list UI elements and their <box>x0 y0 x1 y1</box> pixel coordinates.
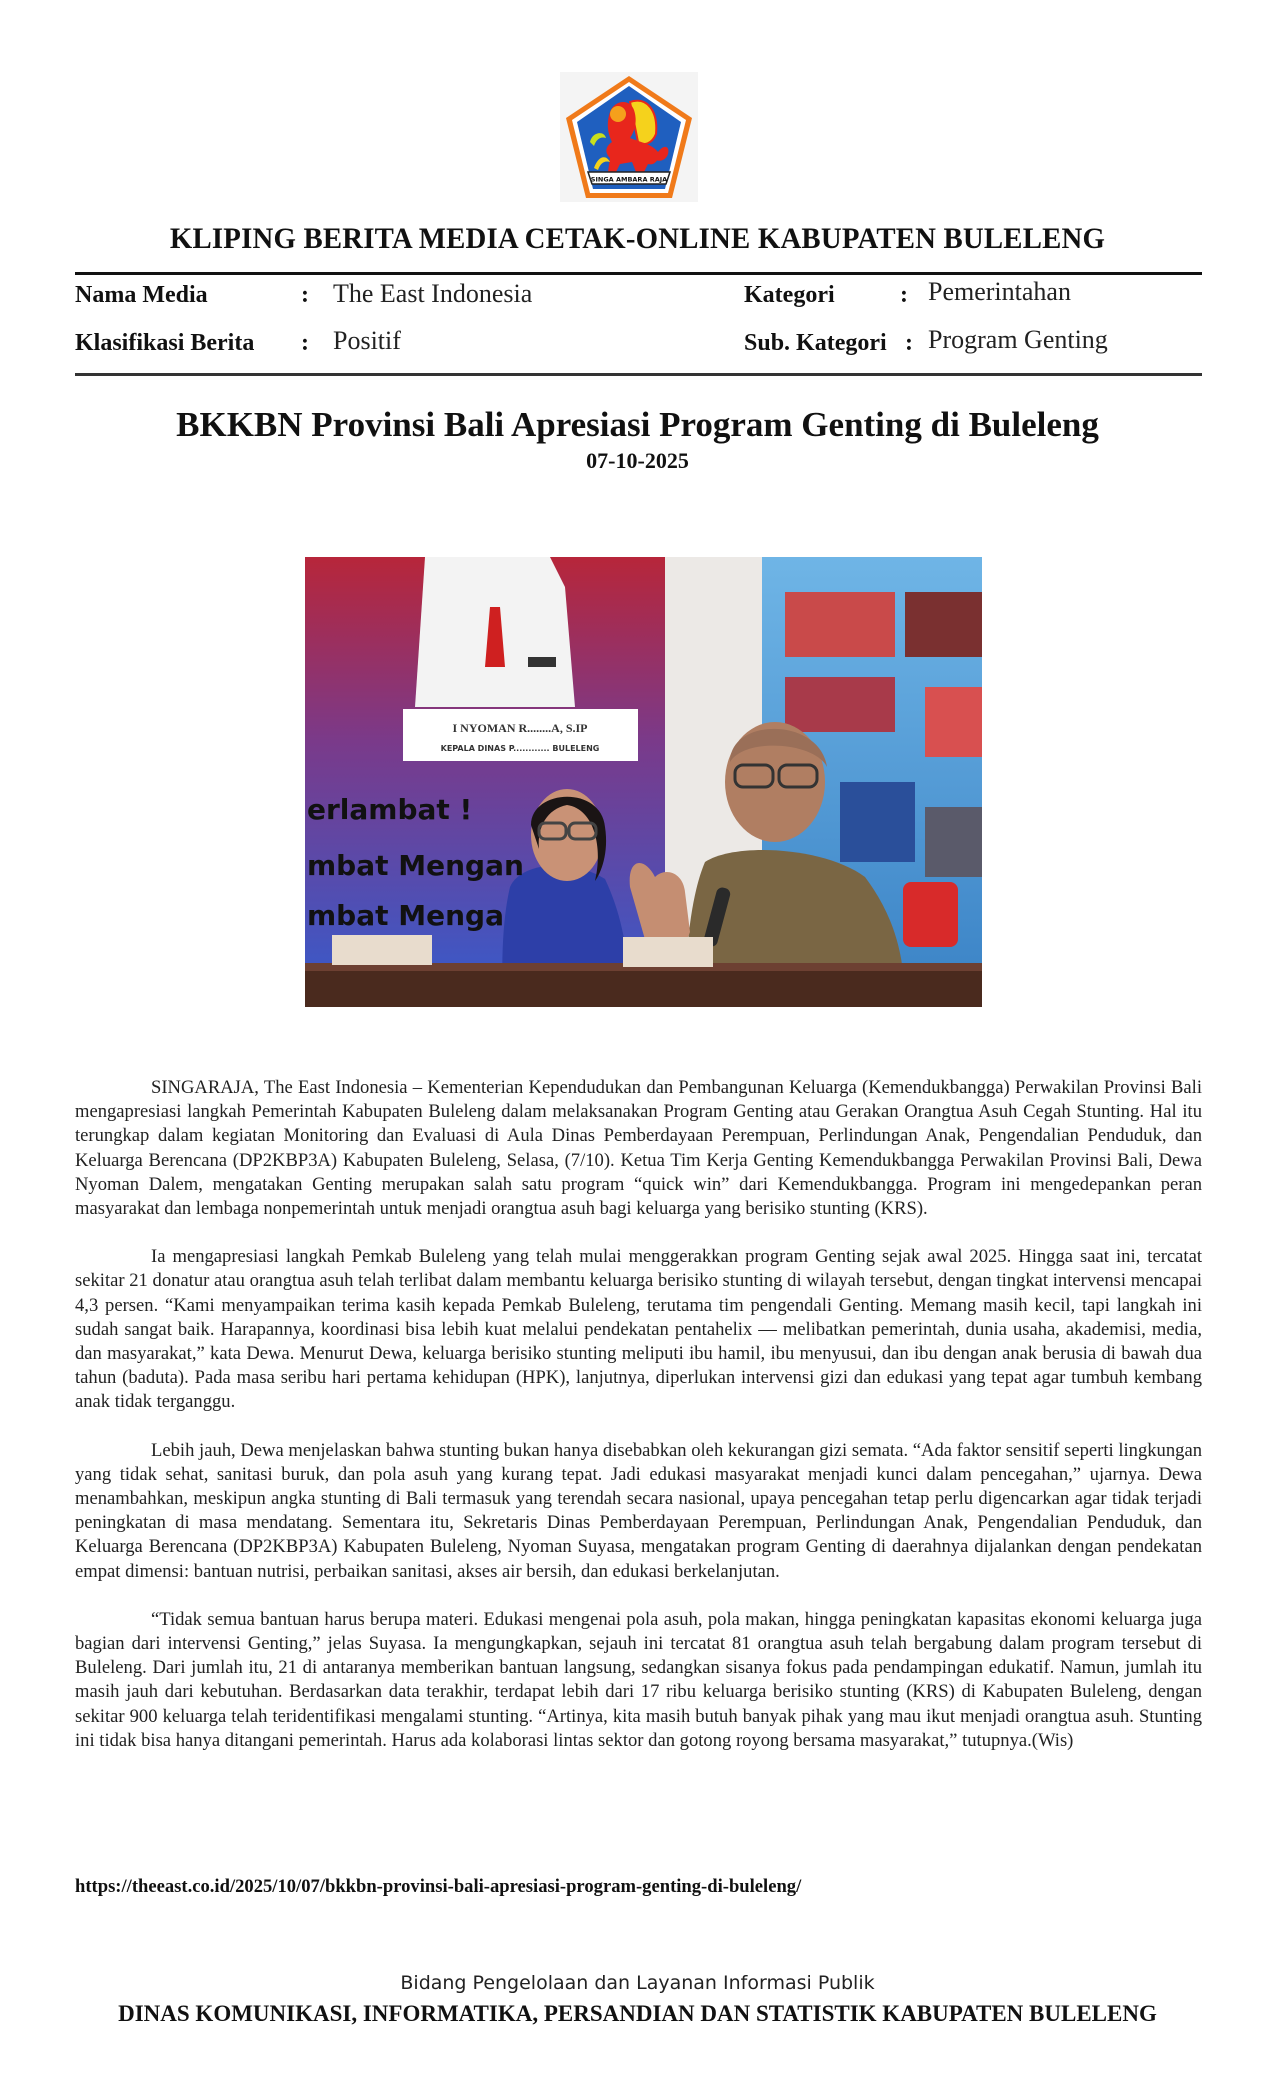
article-headline: BKKBN Provinsi Bali Apresiasi Program Genting di Buleleng <box>176 405 1099 444</box>
article-paragraph: SINGARAJA, The East Indonesia – Kementerian Kependudukan dan Pembangunan Keluarga (Kemendukbangga) Perwakilan Provinsi Bali mengapresiasi langkah Pemerintah Kabupaten Buleleng dalam melaksanakan Program Genting atau Gerakan Orangtua Asuh Cegah Stunting. Hal itu terungkap dalam kegiatan Monitoring dan Evaluasi di Aula Dinas Pemberdayaan Perempuan, Perlindungan Anak, Pengendalian Penduduk, dan Keluarga Berencana (DP2KBP3A) Kabupaten Buleleng, Selasa, (7/10). Ketua Tim Kerja Genting Kemendukbangga Perwakilan Provinsi Bali, Dewa Nyoman Dalem, mengatakan Genting merupakan salah satu program “quick win” dari Kemendukbangga. Program ini mengedepankan peran masyarakat dan lembaga nonpemerintah untuk menjadi orangtua asuh bagi keluarga yang berisiko stunting (KRS). <box>75 1077 1202 1220</box>
meta-value: Program Genting <box>928 325 1108 354</box>
meta-label: Nama Media <box>75 282 208 308</box>
meta-colon: : <box>301 330 309 356</box>
article-paragraph: Ia mengapresiasi langkah Pemkab Buleleng yang telah mulai menggerakkan program Genting sejak awal 2025. Hingga saat ini, tercatat sekitar 21 donatur atau orangtua asuh telah terlibat dalam membantu keluarga berisiko stunting di wilayah tersebut, dengan tingkat intervensi mencapai 4,3 persen. “Kami menyampaikan terima kasih kepada Pemkab Buleleng, terutama tim pengendali Genting. Memang masih kecil, tapi langkah ini sudah sangat baik. Harapannya, koordinasi bisa lebih kuat melalui pendekatan pentahelix — melibatkan pemerintah, dunia usaha, akademisi, media, dan masyarakat,” kata Dewa. Menurut Dewa, keluarga berisiko stunting meliputi ibu hamil, ibu menyusui, dan ibu dengan anak berusia di bawah dua tahun (baduta). Pada masa seribu hari pertama kehidupan (HPK), lanjutnya, diperlukan intervensi gizi dan edukasi yang tepat agar tumbuh kembang anak tidak terganggu. <box>75 1246 1202 1413</box>
banner-slogan: mbat Mengan <box>307 849 524 882</box>
article-photo <box>305 557 982 1007</box>
banner-role: KEPALA DINAS P............ BULELENG <box>440 744 600 753</box>
meta-value: Positif <box>333 326 401 355</box>
meta-colon: : <box>905 330 913 356</box>
banner-slogan: erlambat ! <box>307 793 473 826</box>
article-body <box>75 1076 1202 1777</box>
banner-slogan: mbat Menga <box>307 899 504 932</box>
meta-label: Klasifikasi Berita <box>75 330 255 356</box>
meta-value: The East Indonesia <box>333 279 533 308</box>
crest-motto: SINGA AMBARA RAJA <box>590 175 668 184</box>
footer-agency: DINAS KOMUNIKASI, INFORMATIKA, PERSANDIAN DAN STATISTIK KABUPATEN BULELENG <box>118 2001 1157 2026</box>
footer-division: Bidang Pengelolaan dan Layanan Informasi Publik <box>400 1972 875 1994</box>
article-paragraph: Lebih jauh, Dewa menjelaskan bahwa stunting bukan hanya disebabkan oleh kekurangan gizi semata. “Ada faktor sensitif seperti lingkungan yang tidak sehat, sanitasi buruk, dan pola asuh yang kurang tepat. Jadi edukasi masyarakat menjadi kunci dalam pencegahan,” ujarnya. Dewa menambahkan, meskipun angka stunting di Bali termasuk yang terendah secara nasional, upaya pencegahan tetap perlu digencarkan agar tidak terjadi peningkatan di masa mendatang. Sementara itu, Sekretaris Dinas Pemberdayaan Perempuan, Perlindungan Anak, Pengendalian Penduduk, dan Keluarga Berencana (DP2KBP3A) Kabupaten Buleleng, Nyoman Suyasa, mengatakan program Genting di daerahnya dijalankan dengan pendekatan empat dimensi: bantuan nutrisi, perbaikan sanitasi, akses air bersih, dan edukasi berkelanjutan. <box>75 1439 1202 1582</box>
header-top-divider <box>75 272 1202 275</box>
meta-value: Pemerintahan <box>928 277 1071 306</box>
article-paragraph: “Tidak semua bantuan harus berupa materi. Edukasi mengenai pola asuh, pola makan, hingga peningkatan kapasitas ekonomi keluarga juga bagian dari intervensi Genting,” jelas Suyasa. Ia mengungkapkan, sejauh ini tercatat 81 orangtua asuh telah bergabung dalam program tersebut di Buleleng. Dari jumlah itu, 21 di antaranya memberikan bantuan langsung, sedangkan sisanya fokus pada pendampingan edukatif. Namun, jumlah itu masih jauh dari kebutuhan. Berdasarkan data terakhir, terdapat lebih dari 17 ribu keluarga berisiko stunting (KRS) di Kabupaten Buleleng, dengan sekitar 900 keluarga telah teridentifikasi mengalami stunting. “Artinya, kita masih butuh banyak pihak yang mau ikut menjadi orangtua asuh. Stunting ini tidak bisa hanya ditangani pemerintah. Harus ada kolaborasi lintas sektor dan gotong royong bersama masyarakat,” tutupnya.(Wis) <box>75 1608 1202 1751</box>
meta-label: Kategori <box>744 282 835 308</box>
source-link[interactable]: https://theeast.co.id/2025/10/07/bkkbn-provinsi-bali-apresiasi-program-genting-di-buleleng/ <box>75 1876 802 1897</box>
meta-label: Sub. Kategori <box>744 330 887 356</box>
article-date: 07-10-2025 <box>586 448 689 473</box>
document-title: KLIPING BERITA MEDIA CETAK-ONLINE KABUPATEN BULELENG <box>169 222 1106 255</box>
buleleng-regency-crest-icon <box>560 72 698 202</box>
meta-colon: : <box>301 282 309 308</box>
header-bottom-divider <box>75 373 1202 376</box>
meta-colon: : <box>900 282 908 308</box>
banner-name: I NYOMAN R........A, S.IP <box>452 721 588 735</box>
